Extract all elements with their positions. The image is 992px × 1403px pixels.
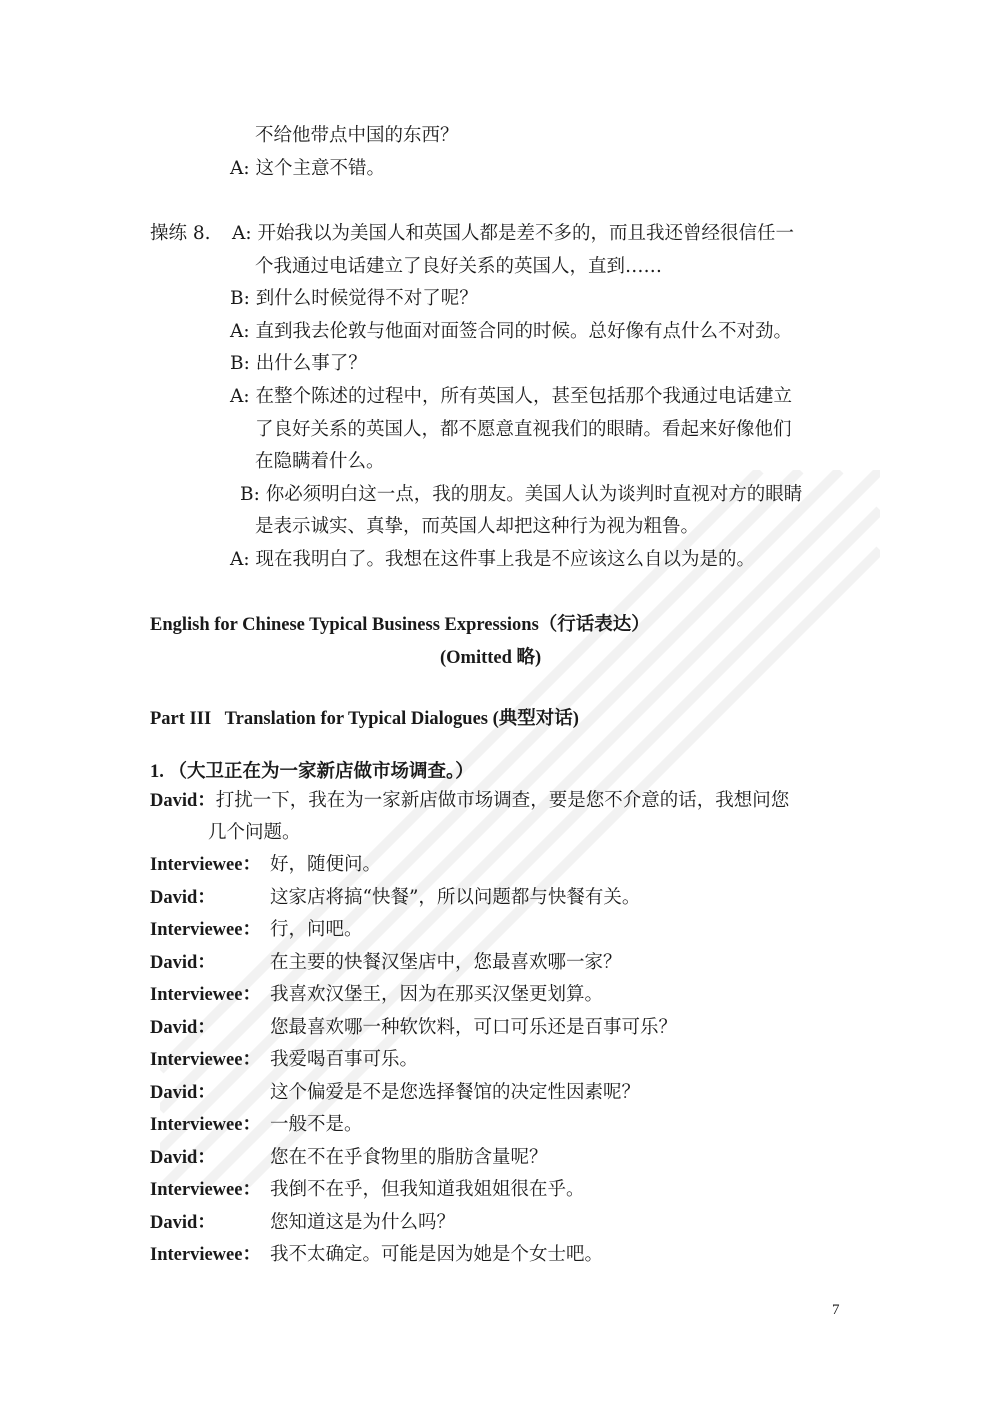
drill7-line-a	[230, 157, 385, 181]
dialogue-text: 这个偏爱是不是您选择餐馆的决定性因素呢？	[270, 1082, 641, 1103]
dialogue-text: 您最喜欢哪一种软饮料，可口可乐还是百事可乐？	[270, 1017, 678, 1038]
dialogue-text: 个我通过电话建立了良好关系的英国人，直到……	[255, 256, 663, 277]
dialogue-text: 好，随便问。	[270, 854, 382, 875]
dialogue-text: 您知道这是为什么吗？	[270, 1212, 456, 1233]
speaker-label: David：	[150, 888, 216, 908]
dialogue-line	[150, 1081, 640, 1105]
drill8-line	[240, 483, 802, 507]
page-number: 7	[832, 1302, 840, 1318]
drill8-line	[232, 222, 794, 246]
dialogue-line	[150, 789, 789, 813]
speaker-label: David：	[150, 953, 216, 973]
dialogue-text: 现在我明白了。我想在这件事上我是不应该这么自以为是的。	[255, 549, 755, 570]
drill8-line	[230, 320, 792, 344]
dialogue-text: 开始我以为美国人和英国人都是差不多的，而且我还曾经很信任一	[257, 223, 794, 244]
speaker-label: B:	[240, 484, 260, 505]
dialogue-line	[150, 1243, 603, 1267]
part3-item-title: 1. （大卫正在为一家新店做市场调查。）	[150, 762, 474, 782]
speaker-label: B:	[230, 353, 250, 374]
speaker-label: Interviewee：	[150, 1245, 261, 1265]
dialogue-text: 几个问题。	[208, 822, 301, 843]
dialogue-text: 我爱喝百事可乐。	[270, 1049, 419, 1070]
dialogue-line	[150, 951, 622, 975]
dialogue-text: 这个主意不错。	[255, 158, 385, 179]
dialogue-line	[208, 821, 301, 845]
speaker-label: Interviewee：	[150, 920, 261, 940]
speaker-label: David：	[150, 791, 216, 811]
dialogue-text: 这家店将搞“快餐”，所以问题都与快餐有关。	[270, 887, 641, 908]
dialogue-line	[150, 983, 603, 1007]
drill8-line	[255, 515, 699, 539]
dialogue-text: 我倒不在乎，但我知道我姐姐很在乎。	[270, 1179, 585, 1200]
dialogue-line	[150, 1178, 585, 1202]
speaker-label: David：	[150, 1213, 216, 1233]
dialogue-text: 到什么时候觉得不对了呢？	[255, 288, 478, 309]
speaker-label: David：	[150, 1018, 216, 1038]
dialogue-line	[150, 918, 363, 942]
speaker-label: Interviewee：	[150, 1050, 261, 1070]
speaker-label: A:	[230, 158, 250, 179]
speaker-label: A:	[230, 549, 250, 570]
dialogue-text: 在整个陈述的过程中，所有英国人，甚至包括那个我通过电话建立	[255, 386, 792, 407]
dialogue-text: 是表示诚实、真挚，而英国人却把这种行为视为粗鲁。	[255, 516, 700, 537]
dialogue-text: 你必须明白这一点，我的朋友。美国人认为谈判时直视对方的眼睛	[265, 484, 803, 505]
dialogue-line	[150, 853, 381, 877]
dialogue-text: 了良好关系的英国人，都不愿意直视我们的眼睛。看起来好像他们	[255, 419, 792, 440]
speaker-label: Interviewee：	[150, 1180, 261, 1200]
dialogue-line	[150, 1048, 418, 1072]
drill8-line	[255, 418, 792, 442]
dialogue-text: 行，问吧。	[270, 919, 363, 940]
dialogue-text: 打扰一下，我在为一家新店做市场调查，要是您不介意的话，我想问您	[215, 790, 790, 811]
speaker-label: Interviewee：	[150, 855, 261, 875]
part3-heading: Part III Translation for Typical Dialogues (典型对话)	[150, 709, 579, 729]
speaker-label: A:	[230, 386, 250, 407]
speaker-label: David：	[150, 1148, 216, 1168]
drill8-line	[230, 548, 755, 572]
speaker-label: Interviewee：	[150, 1115, 261, 1135]
dialogue-text: 我不太确定。可能是因为她是个女士吧。	[270, 1244, 604, 1265]
drill8-line	[230, 287, 478, 311]
speaker-label: David：	[150, 1083, 216, 1103]
drill8-label: 操练 8.	[150, 223, 211, 244]
speaker-label: A:	[232, 223, 252, 244]
dialogue-text: 我喜欢汉堡王，因为在那买汉堡更划算。	[270, 984, 604, 1005]
speaker-label: Interviewee：	[150, 985, 261, 1005]
drill8-line	[255, 450, 385, 474]
dialogue-text: 直到我去伦敦与他面对面签合同的时候。总好像有点什么不对劲。	[255, 321, 792, 342]
dialogue-text: 一般不是。	[270, 1114, 363, 1135]
expressions-heading: English for Chinese Typical Business Expressions（行话表达）	[150, 615, 650, 635]
dialogue-text: 在主要的快餐汉堡店中，您最喜欢哪一家？	[270, 952, 622, 973]
dialogue-line	[150, 1146, 548, 1170]
dialogue-text: 您在不在乎食物里的脂肪含量呢？	[270, 1147, 548, 1168]
dialogue-text: 出什么事了？	[255, 353, 367, 374]
speaker-label: A:	[230, 321, 250, 342]
dialogue-line	[150, 1211, 455, 1235]
drill8-line	[230, 352, 367, 376]
dialogue-line	[150, 886, 640, 910]
dialogue-line	[150, 1016, 677, 1040]
expressions-omitted: (Omitted 略)	[440, 648, 542, 668]
drill7-continuation: 不给他带点中国的东西？	[255, 125, 459, 146]
drill8-line	[230, 385, 792, 409]
drill8-line	[255, 255, 662, 279]
speaker-label: B:	[230, 288, 250, 309]
dialogue-line	[150, 1113, 363, 1137]
dialogue-text: 在隐瞒着什么。	[255, 451, 385, 472]
